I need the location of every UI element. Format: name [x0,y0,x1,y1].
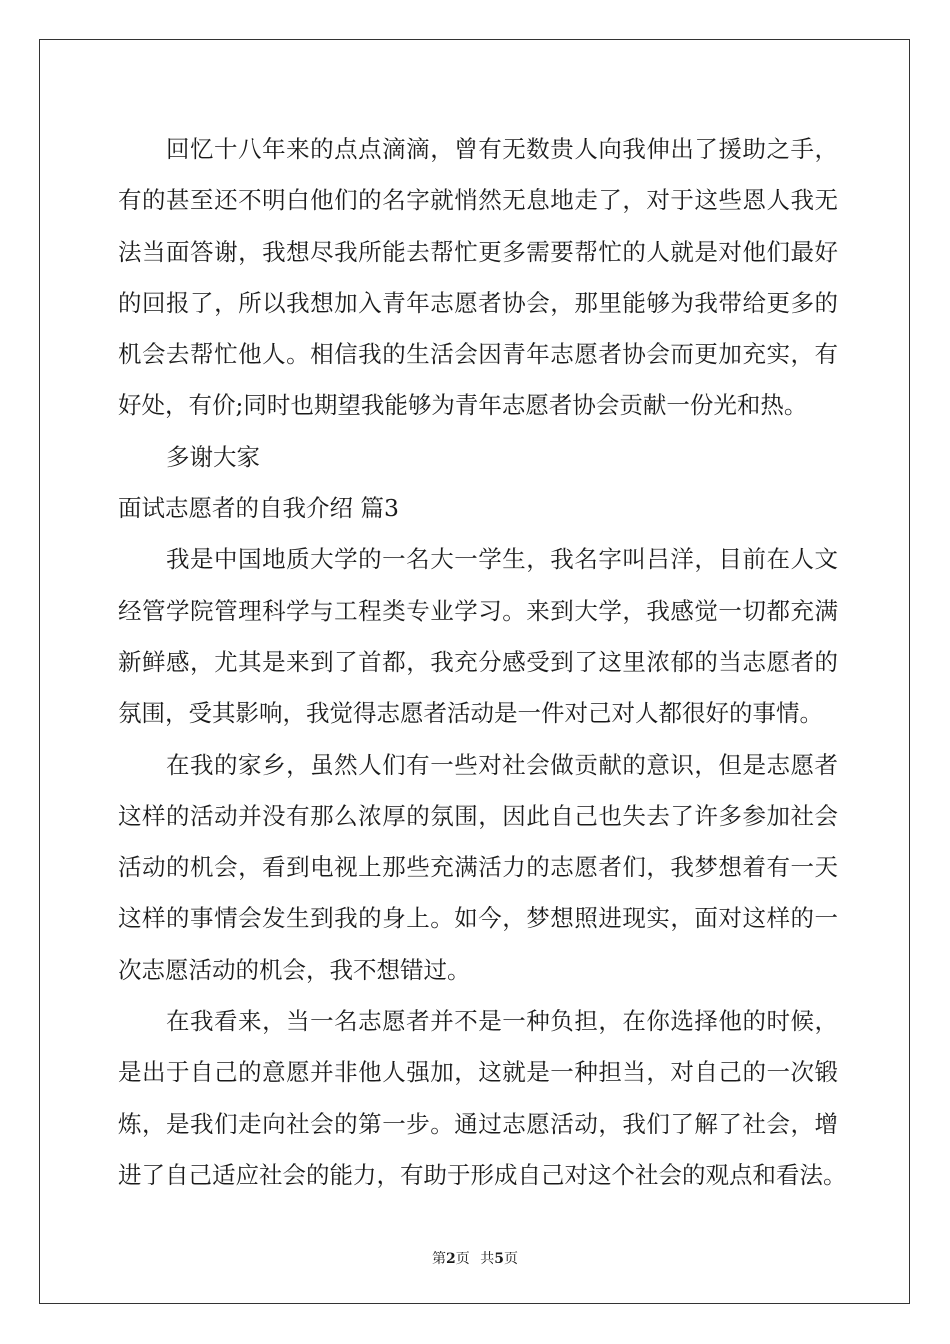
text-line: 法当面答谢，我想尽我所能去帮忙更多需要帮忙的人就是对他们最好 [118,237,838,266]
text-line: 次志愿活动的机会，我不想错过。 [118,955,471,984]
text-line: 炼，是我们走向社会的第一步。通过志愿活动，我们了解了社会，增 [118,1109,838,1138]
text-line: 好处，有价;同时也期望我能够为青年志愿者协会贡献一份光和热。 [118,391,808,420]
text-line: 有的甚至还不明白他们的名字就悄然无息地走了，对于这些恩人我无 [118,186,838,215]
text-line: 在我看来，当一名志愿者并不是一种负担，在你选择他的时候， [166,1007,838,1036]
text-line: 经管学院管理科学与工程类专业学习。来到大学，我感觉一切都充满 [118,596,838,625]
text-line: 机会去帮忙他人。相信我的生活会因青年志愿者协会而更加充实，有 [118,340,838,369]
text-line: 活动的机会，看到电视上那些充满活力的志愿者们，我梦想着有一天 [118,853,838,882]
closing-line: 多谢大家 [166,442,260,471]
text-line: 的回报了，所以我想加入青年志愿者协会，那里能够为我带给更多的 [118,288,838,317]
page-suffix: 页 [455,1251,470,1267]
section-heading: 面试志愿者的自我介绍 篇3 [118,494,399,523]
text-line: 这样的事情会发生到我的身上。如今，梦想照进现实，面对这样的一 [118,904,838,933]
text-line: 这样的活动并没有那么浓厚的氛围，因此自己也失去了许多参加社会 [118,801,838,830]
text-line: 我是中国地质大学的一名大一学生，我名字叫吕洋，目前在人文 [166,545,838,574]
current-page-number: 2 [446,1251,456,1267]
text-line: 进了自己适应社会的能力，有助于形成自己对这个社会的观点和看法。 [118,1160,847,1189]
document-body [118,124,847,1201]
text-line: 新鲜感，尤其是来到了首都，我充分感受到了这里浓郁的当志愿者的 [118,647,838,676]
total-page-count: 5 [494,1251,504,1267]
page-footer [0,1248,950,1268]
text-line: 在我的家乡，虽然人们有一些对社会做贡献的意识，但是志愿者 [166,750,838,779]
text-line: 氛围，受其影响，我觉得志愿者活动是一件对己对人都很好的事情。 [118,699,823,728]
total-prefix: 共 [480,1251,495,1267]
total-suffix: 页 [503,1251,518,1267]
text-line: 是出于自己的意愿并非他人强加，这就是一种担当，对自己的一次锻 [118,1058,838,1087]
page-prefix: 第 [432,1251,447,1267]
text-line: 回忆十八年来的点点滴滴，曾有无数贵人向我伸出了援助之手， [166,135,838,163]
